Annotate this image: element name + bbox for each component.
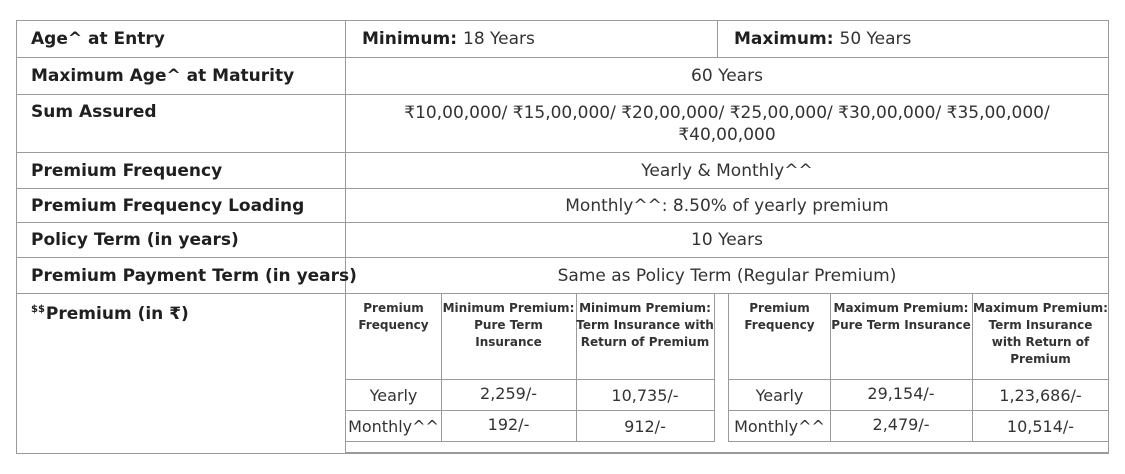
frequency-loading-label: Premium Frequency Loading — [17, 189, 346, 222]
sum-assured-line-2: ₹40,00,000 — [678, 124, 776, 145]
row-age-at-entry — [17, 21, 1108, 58]
policy-details-table — [16, 20, 1109, 454]
min-monthly-pure-term: 192/- — [487, 414, 530, 434]
min-monthly-frequency: Monthly^^ — [348, 416, 439, 436]
payment-term-value: Same as Policy Term (Regular Premium) — [557, 265, 897, 286]
min-yearly-return-premium: 10,735/- — [611, 385, 679, 405]
min-header-frequency: Premium Frequency — [358, 301, 429, 332]
minimum-premium-table — [346, 294, 715, 442]
max-header-return-premium: Maximum Premium: Term Insurance with Return of Premium — [973, 301, 1108, 366]
premium-bottom-rule — [346, 452, 1108, 453]
premium-label-text: Premium (in ₹) — [45, 304, 189, 324]
min-monthly-return-premium: 912/- — [624, 416, 666, 436]
policy-term-label: Policy Term (in years) — [17, 223, 346, 257]
maximum-value: 50 Years — [839, 29, 912, 49]
min-yearly-frequency: Yearly — [369, 385, 418, 405]
min-header-pure-term: Minimum Premium: Pure Term Insurance — [442, 301, 575, 349]
max-yearly-frequency: Yearly — [755, 385, 804, 405]
max-monthly-pure-term: 2,479/- — [872, 414, 930, 434]
maximum-premium-table — [728, 294, 1109, 442]
max-monthly-frequency: Monthly^^ — [734, 416, 825, 436]
row-payment-term — [17, 258, 1108, 294]
minimum-label: Minimum: — [362, 29, 458, 49]
sum-assured-value — [346, 95, 1108, 152]
premium-label-sup: $$ — [31, 304, 45, 315]
row-frequency-loading — [17, 189, 1108, 223]
max-age-maturity-label: Maximum Age^ at Maturity — [17, 58, 346, 94]
max-monthly-return-premium: 10,514/- — [1006, 416, 1075, 436]
row-premium-frequency — [17, 153, 1108, 189]
premium-frequency-label: Premium Frequency — [17, 153, 346, 188]
premium-label — [17, 294, 346, 453]
age-entry-maximum — [718, 21, 1108, 57]
sum-assured-line-1: ₹10,00,000/ ₹15,00,000/ ₹20,00,000/ ₹25,00,000/ ₹30,00,000/ ₹35,00,000/ — [404, 102, 1050, 123]
age-entry-minimum — [346, 21, 718, 57]
row-max-age-maturity — [17, 58, 1108, 95]
maximum-label: Maximum: — [734, 29, 834, 49]
policy-term-value: 10 Years — [691, 230, 763, 250]
max-header-pure-term: Maximum Premium: Pure Term Insurance — [831, 301, 971, 332]
minimum-value: 18 Years — [463, 29, 535, 49]
sum-assured-label: Sum Assured — [17, 95, 346, 152]
max-header-frequency: Premium Frequency — [744, 301, 815, 332]
min-header-return-premium: Minimum Premium: Term Insurance with Return of Premium — [576, 301, 714, 349]
frequency-loading-value: Monthly^^: 8.50% of yearly premium — [565, 195, 889, 216]
row-policy-term — [17, 223, 1108, 258]
payment-term-label: Premium Payment Term (in years) — [17, 258, 346, 293]
max-yearly-return-premium: 1,23,686/- — [999, 385, 1082, 405]
premium-frequency-value: Yearly & Monthly^^ — [641, 160, 813, 181]
max-age-maturity-value: 60 Years — [691, 66, 763, 86]
age-entry-label: Age^ at Entry — [17, 21, 346, 57]
row-premium — [17, 294, 1108, 453]
max-yearly-pure-term: 29,154/- — [867, 383, 935, 403]
row-sum-assured — [17, 95, 1108, 153]
min-yearly-pure-term: 2,259/- — [480, 383, 537, 403]
